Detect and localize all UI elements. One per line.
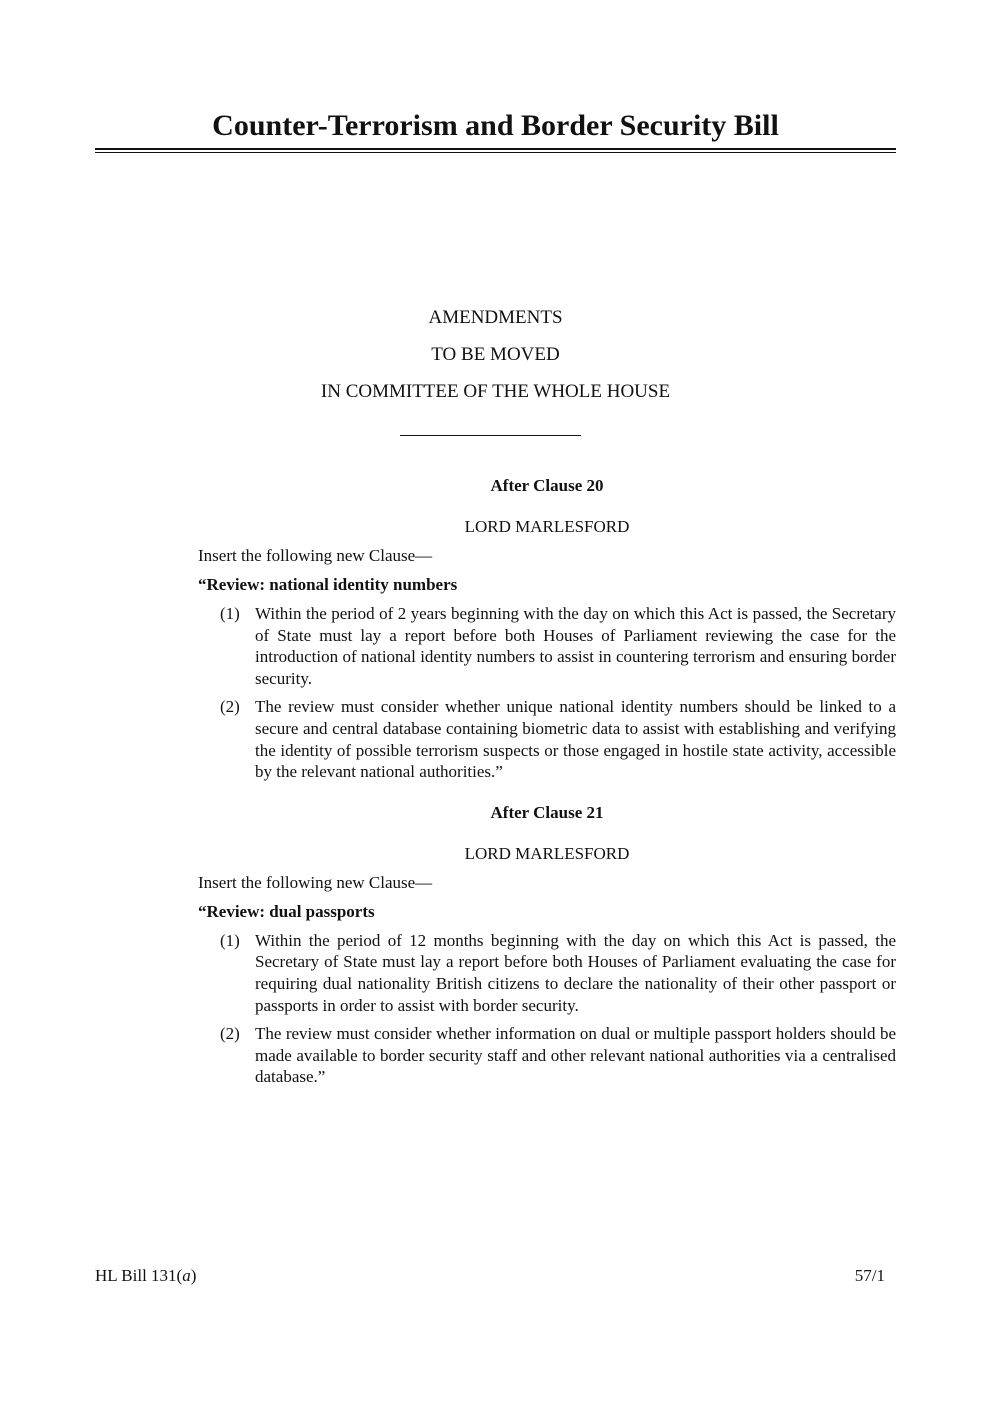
subsection-text: The review must consider whether unique national identity numbers should be linked to a secure and central database containing biometric data to assist with establishing and verifying the identity of possible terrorism suspects or those engaged in hostile state activity, accessible by the relevant national authorities.” [255,697,896,782]
member-name: LORD MARLESFORD [464,517,630,536]
amendment-instruction: Insert the following new Clause— [198,546,433,565]
title-rule-secondary [95,152,896,153]
clause-position-heading: After Clause 21 [490,802,604,822]
amendment-dual-passports [198,801,896,1088]
amendments-heading [95,305,896,416]
page-title: Counter-Terrorism and Border Security Bill [212,109,779,142]
new-clause-title: “Review: national identity numbers [198,575,458,594]
title-rule [95,148,896,150]
clause-position-heading: After Clause 20 [490,476,604,495]
section-gap [198,783,896,801]
bill-number-italic: a [182,1266,191,1285]
heading-divider [400,435,581,436]
bill-number [95,1265,196,1287]
bill-number-prefix: HL Bill 131( [95,1266,183,1285]
subsection [198,696,896,782]
heading-line: AMENDMENTS [428,307,563,328]
amendment-instruction: Insert the following new Clause— [198,872,433,892]
subsection-number: (2) [220,1024,240,1044]
amendment-national-identity-numbers [198,474,896,783]
bill-number-suffix: ) [190,1266,197,1285]
heading-line: IN COMMITTEE OF THE WHOLE HOUSE [320,381,671,402]
subsection-number: (1) [220,604,240,623]
heading-line: TO BE MOVED [431,344,560,365]
subsection [198,1023,896,1088]
amendments-list [198,474,896,1088]
subsection-text: Within the period of 12 months beginning with the day on which this Act is passed, the Secretary of State must lay a report before both Houses of Parliament evaluating the case for requiring dual nationality British citizens to declare the nationality of their other passport or passports in order to assist with border security. [255,930,896,1015]
subsection [198,603,896,689]
page-reference: 57/1 [854,1266,885,1285]
subsection [198,930,896,1016]
subsection-text: The review must consider whether information on dual or multiple passport holders should be made available to border security staff and other relevant national authorities via a centralised database.” [255,1024,896,1087]
subsection-number: (1) [220,930,240,950]
subsection-text: Within the period of 2 years beginning with the day on which this Act is passed, the Secretary of State must lay a report before both Houses of Parliament reviewing the case for the introduction of national identity numbers to assist in countering terrorism and ensuring border security. [255,604,896,688]
member-name: LORD MARLESFORD [464,843,630,863]
subsection-number: (2) [220,697,240,717]
new-clause-title: “Review: dual passports [198,901,375,921]
